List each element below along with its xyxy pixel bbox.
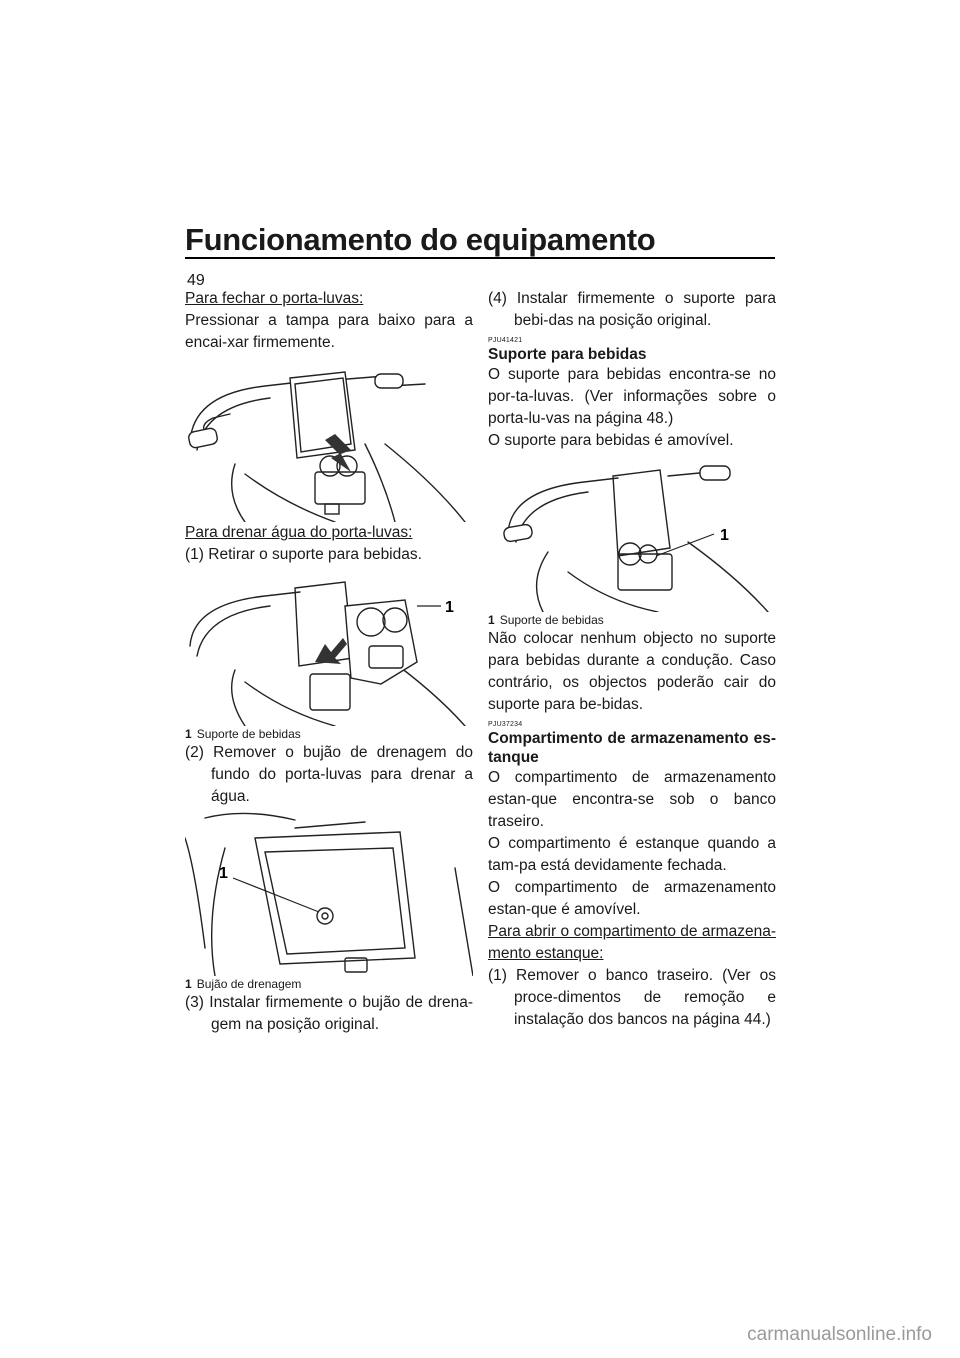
drain-step-1: (1) Retirar o suporte para bebidas. <box>185 546 422 563</box>
figure-callout-1: 1 <box>720 527 729 544</box>
figure-callout-1: 1 <box>445 599 454 616</box>
drain-heading: Para drenar água do porta-luvas: <box>185 524 413 541</box>
figure-callout-1: 1 <box>219 865 228 882</box>
page-title: Funcionamento do equipamento <box>185 222 656 257</box>
cup-holder-removable: O suporte para bebidas é amovível. <box>488 432 734 449</box>
figure-caption: Bujão de drenagem <box>196 977 302 991</box>
cup-holder-text: O suporte para bebidas encontra-se no por-ta-luvas. (Ver informações sobre o porta-lu-vas na página 48.) <box>488 366 776 427</box>
caption-number: 1 <box>488 613 495 627</box>
storage-removable: O compartimento de armazenamento estan-que é amovível. <box>488 879 776 918</box>
caption-number: 1 <box>185 977 192 991</box>
close-text: Pressionar a tampa para baixo para a encai-xar firmemente. <box>185 312 473 351</box>
open-storage-step-1: (1) Remover o banco traseiro. (Ver os proce-dimentos de remoção e instalação dos bancos na página 44.) <box>488 967 776 1028</box>
right-column <box>488 288 776 1031</box>
close-heading: Para fechar o porta-luvas: <box>185 290 364 307</box>
open-storage-heading: Para abrir o compartimento de armazena-mento estanque: <box>488 923 776 962</box>
drain-step-2: (2) Remover o bujão de drenagem do fundo do porta-luvas para drenar a água. <box>185 744 473 805</box>
storage-watertight: O compartimento é estanque quando a tam-pa está devidamente fechada. <box>488 835 776 874</box>
section-heading-cup-holder: Suporte para bebidas <box>488 346 647 363</box>
storage-location: O compartimento de armazenamento estan-que encontra-se sob o banco traseiro. <box>488 769 776 830</box>
section-code: PJU37234 <box>488 721 523 728</box>
drain-step-4: (4) Instalar firmemente o suporte para bebi-das na posição original. <box>488 290 776 329</box>
header-rule <box>185 257 775 259</box>
left-column <box>185 288 473 1036</box>
figure-cup-holder <box>488 452 776 612</box>
section-heading-storage: Compartimento de armazenamento es-tanque <box>488 730 776 766</box>
cup-holder-warning: Não colocar nenhum objecto no suporte para bebidas durante a condução. Caso contrário, os objectos poderão cair do suporte para be-bidas. <box>488 630 776 713</box>
figure-glovebox-closing <box>185 354 473 522</box>
caption-number: 1 <box>185 727 192 741</box>
page-number: 49 <box>187 272 205 289</box>
figure-cupholder-removal <box>185 566 473 726</box>
section-code: PJU41421 <box>488 337 523 344</box>
drain-step-3: (3) Instalar firmemente o bujão de drena-gem na posição original. <box>185 994 473 1033</box>
figure-caption: Suporte de bebidas <box>196 727 301 741</box>
watermark: carmanualsonline.info <box>747 1324 932 1345</box>
figure-drain-plug <box>185 808 473 976</box>
figure-caption: Suporte de bebidas <box>499 613 604 627</box>
